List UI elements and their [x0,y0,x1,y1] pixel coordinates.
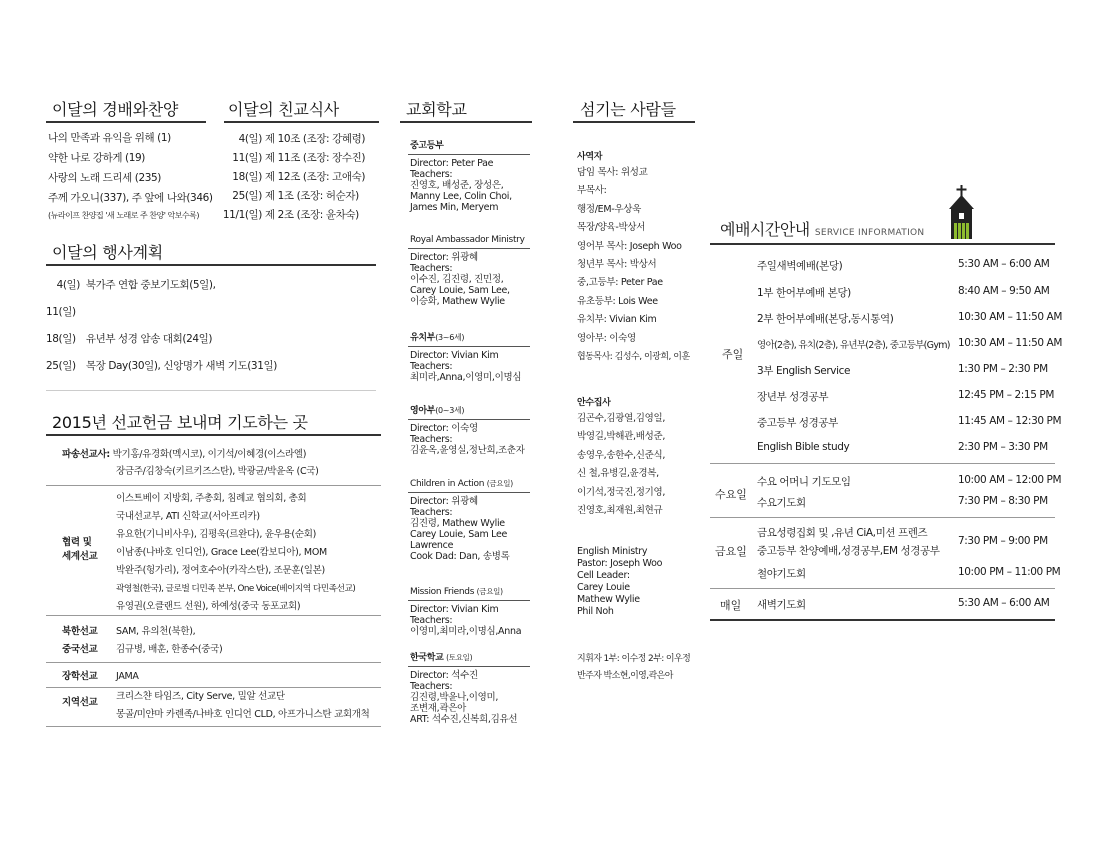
deacon-line: 송영우,송한수,신준식, [577,449,666,461]
service-time: 7:30 PM – 9:00 PM [958,535,1048,547]
praise-song: 약한 나로 강하게 (19) [48,152,145,164]
deacon-line: 이기석,정국진,정기영, [577,486,666,498]
school-section-name: Children in Action [410,479,485,489]
servants-title-rule [573,121,695,123]
school-line: Director: 석수진 [410,670,478,681]
event-text: 유년부 성경 암송 대회(24일) [85,333,213,345]
missions-divider [46,615,381,616]
conductor-line: 지휘자 1부: 이수정 2부: 이우정 [577,654,691,664]
service-name: 중고등부 성경공부 [757,417,838,429]
dispatched-line: 장금주/김창숙(키르키즈스탄), 박광균/박윤옥 (C국) [116,466,319,477]
school-section-head [410,478,532,490]
school-title: 교회학교 [406,100,467,119]
school-line: 이수진, 김진령, 진민정, [410,274,504,285]
coop-line: 이남종(나바호 인디언), Grace Lee(캄보디아), MOM [116,547,327,558]
staff-line: 중,고등부: Peter Pae [577,277,663,289]
coop-line: 유요한(기니비사우), 김평욱(르완다), 윤우용(순회) [116,529,316,540]
service-name: 영아(2층), 유치(2층), 유년부(2층), 중고등부(Gym) [757,340,950,351]
servants-title: 섬기는 사람들 [580,100,676,119]
school-section [410,140,532,213]
school-line: Director: 위광혜 [410,496,478,507]
school-line: 조변재,곽은아 [410,703,466,714]
service-divider [710,463,1055,464]
service-bottom-rule [710,619,1055,621]
praise-songbook-note: (뉴라이프 찬양집 '새 노래로 주 찬양' 악보수록) [48,211,200,220]
school-line: 최미라,Anna,이영미,이명심 [410,372,522,383]
praise-song-list [48,128,213,224]
service-day: 수요일 [715,488,747,501]
coop-line: 유영권(오클랜드 선원), 하예성(중국 동포교회) [116,601,301,612]
school-line: ART: 석수진,신복희,김유선 [410,714,518,725]
coop-label-line: 세계선교 [62,551,98,562]
staff-list [577,150,690,366]
staff-line: 유치부: Vivian Kim [577,314,657,326]
praise-song: 사랑의 노래 드리세 (235) [48,172,161,184]
event-date: 11(일) [46,306,76,318]
service-time: 10:00 PM – 11:00 PM [958,566,1061,578]
school-section-rule [408,666,530,667]
school-section-rule [408,600,530,601]
english-line: Pastor: Joseph Woo [577,558,663,569]
church-icon [940,183,982,243]
fellowship-group: 제 11조 (조장: 장수진) [264,152,366,164]
service-name: 수요기도회 [757,497,806,509]
school-line: Director: 이숙영 [410,423,478,434]
school-section-sub: (토요일) [446,653,473,662]
service-time: 8:40 AM – 9:50 AM [958,285,1050,297]
school-section-name: 영아부 [410,406,436,416]
school-line: 이승화, Mathew Wylie [410,296,505,307]
fellowship-row [222,187,382,206]
school-section-name: 유치부 [410,333,436,343]
event-row [46,272,376,299]
school-line: Director: 위광혜 [410,252,478,263]
school-section-sub: (0~3세) [435,406,465,415]
service-time: 5:30 AM – 6:00 AM [958,258,1050,270]
school-line: Director: Peter Pae [410,158,494,169]
school-section [410,586,532,637]
english-line: Cell Leader: [577,570,630,581]
school-line: 김진령, Mathew Wylie [410,518,505,529]
english-line: Mathew Wylie [577,594,640,605]
english-line: Phil Noh [577,606,614,617]
service-time: 7:30 PM – 8:30 PM [958,495,1048,507]
event-date: 25(일) [46,360,76,372]
fellowship-date: 11(일) [232,152,262,164]
local-line: 크리스챤 타임즈, City Serve, 밀알 선교단 [116,691,285,702]
service-time: 2:30 PM – 3:30 PM [958,441,1048,453]
school-section-name: Royal Ambassador Ministry [410,235,525,245]
school-section-head [410,234,532,246]
scholar-label: 장학선교 [62,671,98,682]
school-line: 김윤옥,윤영실,정난희,조춘자 [410,445,525,456]
service-subtitle: SERVICE INFORMATION [814,228,925,238]
service-time: 10:30 AM – 11:50 AM [958,337,1063,349]
service-time: 10:00 AM – 12:00 PM [958,474,1062,486]
praise-song: 나의 만족과 유익을 위해 (1) [48,132,171,144]
coop-list [116,490,355,616]
deacon-line: 박영길,박해관,배성준, [577,431,666,443]
staff-line: 담임 목사: 위성교 [577,167,648,178]
school-section-head [410,586,532,598]
school-line: 김진령,박윤나,이영미, [410,692,499,703]
school-section [410,478,532,562]
event-row [46,299,376,326]
school-line: Cook Dad: Dan, 송병록 [410,551,510,562]
school-section-head [410,652,532,664]
staff-line: 협동목사: 김성수, 이광희, 이훈 [577,352,690,363]
school-section-head [410,140,532,152]
service-time: 11:45 AM – 12:30 PM [958,415,1062,427]
service-name: 철야기도회 [757,568,806,580]
fellowship-date: 18(일) [232,171,262,183]
missions-title: 2015년 선교헌금 보내며 기도하는 곳 [52,413,308,432]
fellowship-date: 25(일) [232,190,262,202]
service-day: 매일 [720,599,742,612]
deacon-line: 신 철,유병길,윤경복, [577,468,659,480]
service-name: 3부 English Service [757,365,851,377]
school-section-rule [408,492,530,493]
dispatched-label: 파송선교사: [62,449,110,460]
event-row [46,326,376,353]
fellowship-group: 제 1조 (조장: 허순자) [264,190,359,202]
school-line: 이영미,최미라,이명심,Anna [410,626,522,637]
fellowship-row [222,168,382,187]
school-section-rule [408,154,530,155]
events-title-rule [46,264,376,266]
local-list [116,688,370,724]
service-divider [710,517,1055,518]
fellowship-list [222,130,382,225]
fellowship-date: 11/1(일) [222,209,262,221]
fellowship-title: 이달의 친교식사 [228,100,339,119]
school-section-rule [408,248,530,249]
service-time: 1:30 PM – 2:30 PM [958,363,1048,375]
missions-dispatched [62,446,306,463]
service-name: 장년부 성경공부 [757,391,829,403]
school-section-name: 중고등부 [410,141,444,151]
missions-divider [46,485,381,486]
service-day: 금요일 [715,545,747,558]
event-date: 18(일) [46,333,76,345]
school-line: Director: Vivian Kim [410,350,499,361]
staff-line: 목장/양육-박상서 [577,222,646,234]
deacon-line: 김곤수,김광열,김영일, [577,413,666,424]
coop-label-line: 협력 및 [62,537,92,548]
nk-list [116,623,222,659]
school-line: Teachers: [410,507,453,518]
scholar-text: JAMA [116,671,139,682]
praise-title: 이달의 경배와찬양 [52,100,179,119]
fellowship-row [222,206,382,225]
coop-line: 국내선교부, ATI 신학교(서아프리카) [116,511,260,522]
school-line: Teachers: [410,263,453,274]
events-bottom-rule [46,390,376,391]
school-line: Carey Louie, Sam Lee [410,529,508,540]
school-line: Director: Vivian Kim [410,604,499,615]
service-title: 예배시간안내 [720,220,810,239]
service-name: 주일새벽예배(본당) [757,260,843,272]
fellowship-group: 제 10조 (조장: 강혜령) [264,133,366,145]
nk-line: SAM, 유의천(북한), [116,626,196,637]
service-name: 금요성령집회 및 ,유년 CiA,미션 프렌즈 [757,527,928,539]
school-line: Lawrence [410,540,454,551]
coop-line: 박완주(헝가리), 정여호수아(카작스탄), 조문훈(일본) [116,565,325,576]
school-section-rule [408,346,530,347]
coop-line: 이스트베이 지방회, 주총회, 침례교 협의회, 총회 [116,493,307,504]
service-name: 중고등부 찬양예배,성경공부,EM 성경공부 [757,545,940,557]
praise-song: 주께 가오니(337), 주 앞에 나와(346) [48,192,213,204]
school-section-sub: (3~6세) [435,333,465,342]
event-date: 4(일) [56,279,80,291]
english-line: Carey Louie [577,582,630,593]
school-line: Teachers: [410,615,453,626]
local-label: 지역선교 [62,697,98,708]
deacon-list [577,396,665,520]
event-text: 북가주 연합 중보기도회(5일), [85,279,216,291]
service-day: 주일 [722,348,744,361]
school-line: Teachers: [410,434,453,445]
event-row [46,353,376,380]
school-line: Carey Louie, Sam Lee, [410,285,510,296]
staff-line: 청년부 목사: 박상서 [577,259,657,271]
staff-line: 유초등부: Lois Wee [577,295,658,307]
school-line: Teachers: [410,169,453,180]
school-section-rule [408,419,530,420]
fellowship-group: 제 12조 (조장: 고애숙) [264,171,366,183]
service-name: 수요 어머니 기도모임 [757,476,851,488]
praise-title-rule [46,121,206,123]
english-line: English Ministry [577,546,648,557]
service-title-rule [710,243,1055,245]
service-name: 새벽기도회 [757,599,806,611]
school-line: 진영호, 배성준, 장성은, [410,180,504,191]
school-section [410,234,532,307]
fellowship-row [222,130,382,149]
accompanist-line: 반주자 박소현,이영,곽은아 [577,671,673,681]
events-title: 이달의 행사계획 [52,243,163,262]
nk-label-line: 중국선교 [62,644,98,655]
service-heading [720,217,924,240]
service-time: 12:45 PM – 2:15 PM [958,389,1055,401]
school-section-head [410,332,532,344]
nk-label-line: 북한선교 [62,626,98,637]
local-line: 몽골/미얀마 카렌족/나바호 인디언 CLD, 아프가니스탄 교회개척 [116,709,370,720]
staff-line: 부목사: [577,185,607,197]
fellowship-row [222,149,382,168]
coop-label [62,536,98,564]
school-section-sub: (금요일) [486,479,513,488]
service-name: 2부 한어부예배(본당,동시통역) [757,313,894,325]
fellowship-date: 4(일) [238,133,262,145]
school-section [410,332,532,383]
school-section-sub: (금요일) [476,587,503,596]
dispatched-line: 박기홍/유경화(멕시코), 이기석/이혜경(이스라엘) [112,449,307,460]
staff-line: 행정/EM-우상욱 [577,203,642,215]
school-section [410,652,532,725]
school-section-name: Mission Friends [410,587,475,597]
missions-divider [46,662,381,663]
school-line: Manny Lee, Colin Choi, [410,191,512,202]
service-time: 10:30 AM – 11:50 AM [958,311,1063,323]
school-section-head [410,405,532,417]
deacon-head: 안수집사 [577,398,611,408]
fellowship-title-rule [224,121,379,123]
school-line: Teachers: [410,361,453,372]
service-name: English Bible study [757,441,850,453]
service-name: 1부 한어부예배 본당) [757,287,851,299]
music-staff [577,651,690,685]
service-time: 5:30 AM – 6:00 AM [958,597,1050,609]
staff-line: 영아부: 이숙영 [577,332,636,344]
school-title-rule [400,121,532,123]
missions-bottom-rule [46,726,381,727]
event-text: 목장 Day(30일), 신앙명가 새벽 기도(31일) [85,360,277,372]
school-line: James Min, Meryem [410,202,499,213]
nk-label [62,623,98,659]
staff-head: 사역자 [577,152,603,162]
deacon-line: 진영호,최재원,최현규 [577,505,663,517]
school-section [410,405,532,456]
events-list [46,272,376,380]
school-line: Teachers: [410,681,453,692]
coop-line: 곽영철(한국), 글로벌 디민족 본부, One Voice(베이지역 다민족선교) [116,584,356,594]
school-section-name: 한국학교 [410,653,444,663]
service-divider [710,588,1055,589]
nk-line: 김규병, 배훈, 한종수(중국) [116,644,223,655]
staff-line: 영어부 목사: Joseph Woo [577,240,682,252]
english-ministry [577,546,662,618]
fellowship-group: 제 2조 (조장: 윤차숙) [264,209,359,221]
missions-title-rule [46,434,381,436]
